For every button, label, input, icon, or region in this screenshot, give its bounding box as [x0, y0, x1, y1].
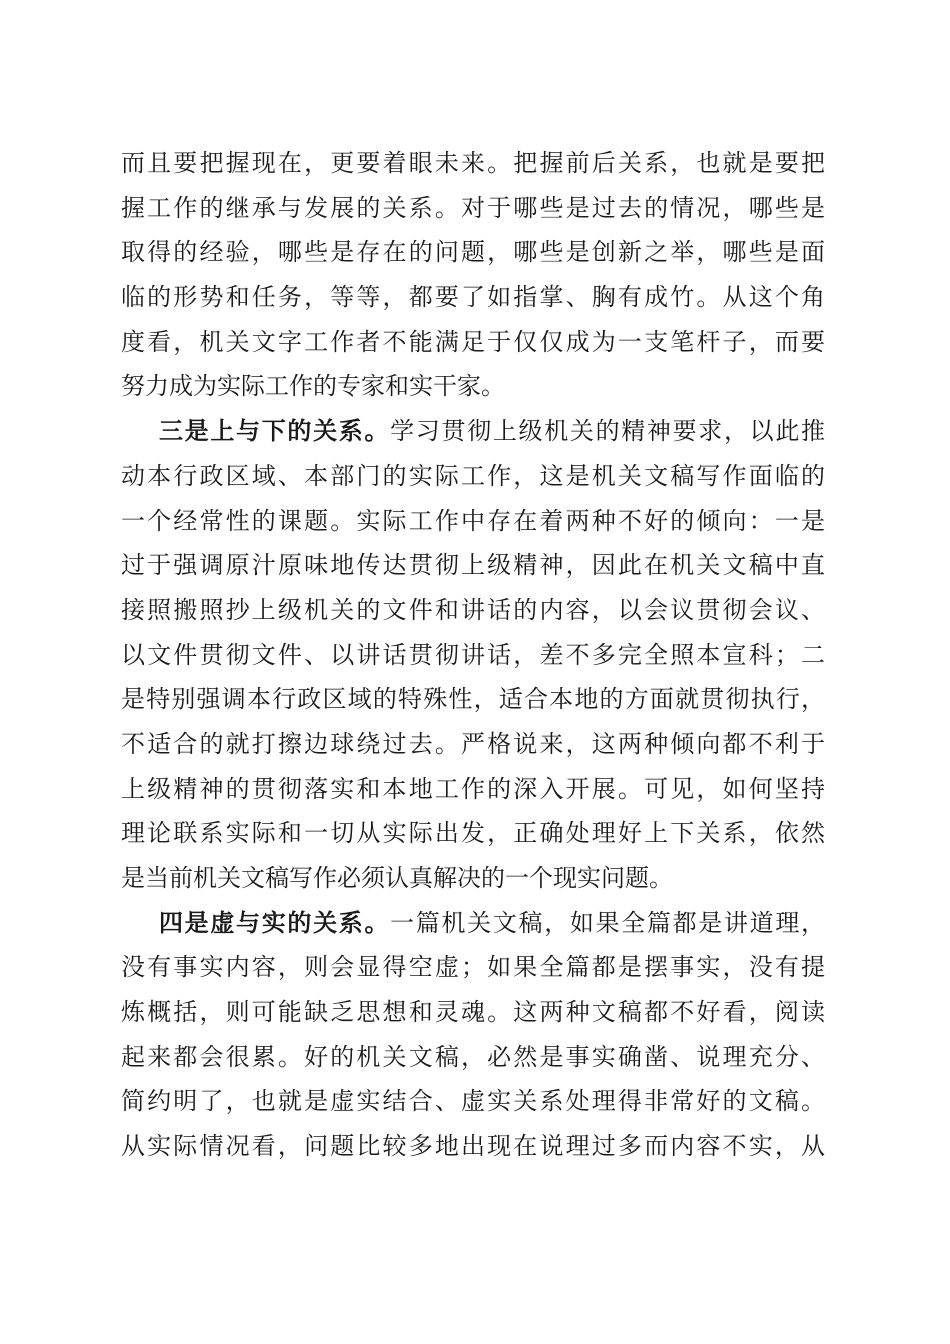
text-line: 取得的经验，哪些是存在的问题，哪些是创新之举，哪些是面: [121, 238, 825, 267]
paragraph-heading: 三是上与下的关系。: [159, 416, 391, 446]
text-line: 上级精神的贯彻落实和本地工作的深入开展。可见，如何坚持: [121, 774, 825, 803]
text-line: 是当前机关文稿写作必须认真解决的一个现实问题。: [121, 864, 673, 892]
text-line: 炼概括，则可能缺乏思想和灵魂。这两种文稿都不好看，阅读: [121, 998, 825, 1027]
document-page: [121, 141, 825, 1169]
text-line-first: [121, 409, 825, 454]
text-line: 理论联系实际和一切从实际出发，正确处理好上下关系，依然: [121, 819, 825, 848]
paragraph-continuation: [121, 141, 825, 409]
text-line: 以文件贯彻文件、以讲话贯彻讲话，差不多完全照本宣科；二: [121, 640, 825, 669]
text-line: 临的形势和任务，等等，都要了如指掌、胸有成竹。从这个角: [121, 283, 825, 312]
text-line: 从实际情况看，问题比较多地出现在说理过多而内容不实，从: [121, 1132, 825, 1161]
text-line: 简约明了，也就是虚实结合、虚实关系处理得非常好的文稿。: [121, 1087, 825, 1116]
text-line: 过于强调原汁原味地传达贯彻上级精神，因此在机关文稿中直: [121, 551, 825, 580]
text-line: 努力成为实际工作的专家和实干家。: [121, 372, 505, 401]
text-line: 起来都会很累。好的机关文稿，必然是事实确凿、说理充分、: [121, 1042, 825, 1071]
text-line: 握工作的继承与发展的关系。对于哪些是过去的情况，哪些是: [121, 193, 825, 222]
text-line: 度看，机关文字工作者不能满足于仅仅成为一支笔杆子，而要: [121, 327, 825, 356]
paragraph-upper-lower: [121, 409, 825, 901]
paragraph-text: 一篇机关文稿，如果全篇都是讲道理，: [390, 908, 826, 937]
text-line: 动本行政区域、本部门的实际工作，这是机关文稿写作面临的: [121, 461, 825, 490]
paragraph-heading: 四是虚与实的关系。: [159, 907, 391, 937]
text-line: 接照搬照抄上级机关的文件和讲话的内容，以会议贯彻会议、: [121, 595, 825, 624]
paragraph-text: 学习贯彻上级机关的精神要求，以此推: [390, 417, 826, 446]
paragraph-virtual-real: [121, 901, 825, 1169]
text-line: 没有事实内容，则会显得空虚；如果全篇都是摆事实，没有提: [121, 953, 825, 982]
text-line: 一个经常性的课题。实际工作中存在着两种不好的倾向：一是: [121, 506, 825, 535]
text-line-first: [121, 901, 825, 946]
text-line: 是特别强调本行政区域的特殊性，适合本地的方面就贯彻执行，: [121, 685, 825, 714]
text-line: 不适合的就打擦边球绕过去。严格说来，这两种倾向都不利于: [121, 729, 825, 758]
text-line: 而且要把握现在，更要着眼未来。把握前后关系，也就是要把: [121, 149, 825, 177]
